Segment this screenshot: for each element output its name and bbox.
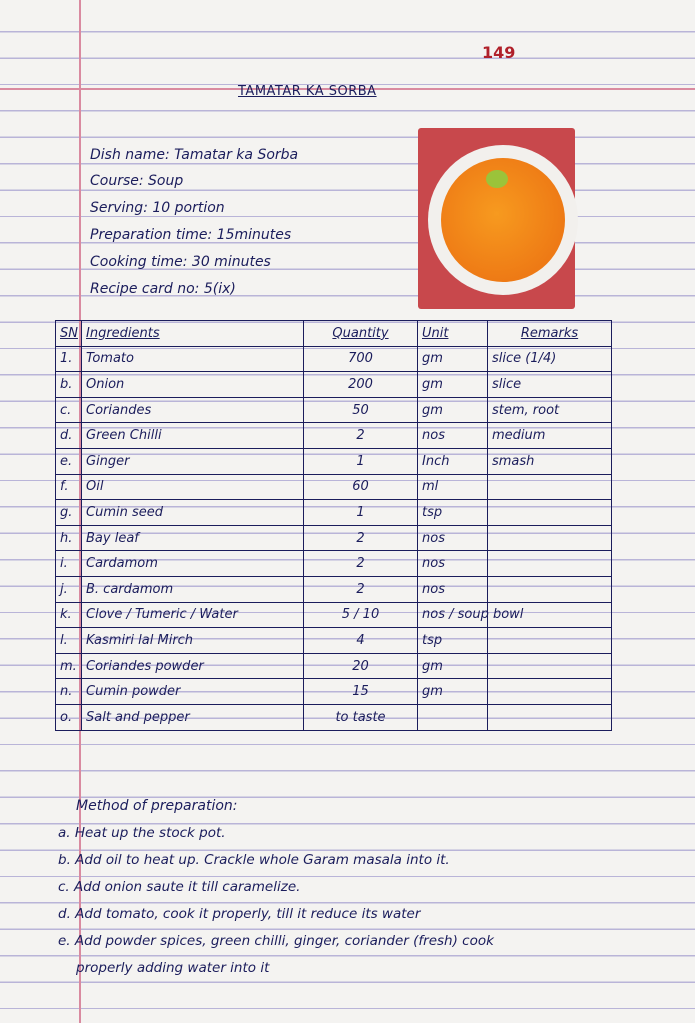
table-row bbox=[56, 397, 612, 423]
table-row bbox=[56, 679, 612, 705]
row-quantity: 2 bbox=[304, 576, 418, 602]
row-remarks bbox=[488, 500, 612, 526]
table-row bbox=[56, 346, 612, 372]
method-step: e. Add powder spices, green chilli, ginger, coriander (fresh) cook bbox=[58, 933, 494, 949]
header-quantity: Quantity bbox=[304, 321, 418, 347]
row-unit: tsp bbox=[418, 628, 488, 654]
row-sn: k. bbox=[56, 602, 82, 628]
header-ingredients: Ingredients bbox=[82, 321, 304, 347]
row-sn: g. bbox=[56, 500, 82, 526]
row-quantity: 20 bbox=[304, 653, 418, 679]
row-ingredient: Bay leaf bbox=[82, 525, 304, 551]
row-unit: nos / soup bowl bbox=[418, 602, 488, 628]
preparation-time: Preparation time: 15minutes bbox=[90, 227, 292, 243]
row-sn: b. bbox=[56, 372, 82, 398]
row-quantity: 200 bbox=[304, 372, 418, 398]
row-unit: gm bbox=[418, 679, 488, 705]
row-sn: o. bbox=[56, 704, 82, 730]
row-remarks bbox=[488, 576, 612, 602]
table-row bbox=[56, 525, 612, 551]
row-sn: 1. bbox=[56, 346, 82, 372]
row-remarks: smash bbox=[488, 448, 612, 474]
method-title: Method of preparation: bbox=[76, 798, 238, 814]
row-unit: nos bbox=[418, 551, 488, 577]
method-step: a. Heat up the stock pot. bbox=[58, 825, 226, 841]
row-ingredient: Kasmiri lal Mirch bbox=[82, 628, 304, 654]
row-quantity: 50 bbox=[304, 397, 418, 423]
row-quantity: 2 bbox=[304, 525, 418, 551]
row-unit: tsp bbox=[418, 500, 488, 526]
table-row bbox=[56, 653, 612, 679]
row-quantity: 2 bbox=[304, 423, 418, 449]
course: Course: Soup bbox=[90, 173, 184, 189]
row-ingredient: Coriandes powder bbox=[82, 653, 304, 679]
row-ingredient: Cumin powder bbox=[82, 679, 304, 705]
method-step: d. Add tomato, cook it properly, till it reduce its water bbox=[58, 906, 421, 922]
row-unit: nos bbox=[418, 525, 488, 551]
table-row bbox=[56, 423, 612, 449]
table-row bbox=[56, 372, 612, 398]
row-quantity: 5 / 10 bbox=[304, 602, 418, 628]
row-sn: n. bbox=[56, 679, 82, 705]
row-ingredient: B. cardamom bbox=[82, 576, 304, 602]
row-ingredient: Clove / Tumeric / Water bbox=[82, 602, 304, 628]
row-sn: m. bbox=[56, 653, 82, 679]
row-unit bbox=[418, 704, 488, 730]
row-quantity: 1 bbox=[304, 500, 418, 526]
method-step: properly adding water into it bbox=[76, 960, 270, 976]
dish-name: Dish name: Tamatar ka Sorba bbox=[90, 147, 299, 163]
row-sn: d. bbox=[56, 423, 82, 449]
row-remarks bbox=[488, 474, 612, 500]
row-sn: i. bbox=[56, 551, 82, 577]
row-remarks: slice bbox=[488, 372, 612, 398]
row-remarks bbox=[488, 525, 612, 551]
row-unit: gm bbox=[418, 653, 488, 679]
row-remarks bbox=[488, 628, 612, 654]
method-step: b. Add oil to heat up. Crackle whole Garam masala into it. bbox=[58, 852, 450, 868]
row-ingredient: Coriandes bbox=[82, 397, 304, 423]
table-row bbox=[56, 628, 612, 654]
table-row bbox=[56, 448, 612, 474]
header-sn: SN bbox=[56, 321, 82, 347]
row-quantity: 2 bbox=[304, 551, 418, 577]
row-ingredient: Oil bbox=[82, 474, 304, 500]
row-unit: gm bbox=[418, 346, 488, 372]
row-remarks: medium bbox=[488, 423, 612, 449]
row-remarks bbox=[488, 551, 612, 577]
soup-photo bbox=[418, 128, 575, 309]
row-sn: e. bbox=[56, 448, 82, 474]
row-quantity: 700 bbox=[304, 346, 418, 372]
row-unit: nos bbox=[418, 423, 488, 449]
table-header-row bbox=[56, 321, 612, 347]
table-row bbox=[56, 551, 612, 577]
row-ingredient: Cardamom bbox=[82, 551, 304, 577]
row-remarks bbox=[488, 704, 612, 730]
row-unit: Inch bbox=[418, 448, 488, 474]
row-sn: f. bbox=[56, 474, 82, 500]
row-ingredient: Green Chilli bbox=[82, 423, 304, 449]
method-step: c. Add onion saute it till caramelize. bbox=[58, 879, 301, 895]
cooking-time: Cooking time: 30 minutes bbox=[90, 254, 271, 270]
row-sn: h. bbox=[56, 525, 82, 551]
row-ingredient: Cumin seed bbox=[82, 500, 304, 526]
garnish bbox=[486, 170, 508, 188]
table-row bbox=[56, 704, 612, 730]
row-ingredient: Tomato bbox=[82, 346, 304, 372]
row-ingredient: Ginger bbox=[82, 448, 304, 474]
row-quantity: 4 bbox=[304, 628, 418, 654]
row-unit: gm bbox=[418, 372, 488, 398]
row-unit: gm bbox=[418, 397, 488, 423]
row-remarks: slice (1/4) bbox=[488, 346, 612, 372]
row-unit: ml bbox=[418, 474, 488, 500]
ingredients-table bbox=[55, 320, 612, 731]
header-remarks: Remarks bbox=[488, 321, 612, 347]
table-row bbox=[56, 500, 612, 526]
recipe-card-number: Recipe card no: 5(ix) bbox=[90, 281, 236, 297]
serving: Serving: 10 portion bbox=[90, 200, 225, 216]
page-number: 149 bbox=[482, 43, 516, 62]
row-ingredient: Salt and pepper bbox=[82, 704, 304, 730]
row-remarks bbox=[488, 653, 612, 679]
row-quantity: 60 bbox=[304, 474, 418, 500]
row-sn: l. bbox=[56, 628, 82, 654]
header-unit: Unit bbox=[418, 321, 488, 347]
row-quantity: 1 bbox=[304, 448, 418, 474]
table-row bbox=[56, 576, 612, 602]
row-sn: c. bbox=[56, 397, 82, 423]
recipe-title: TAMATAR KA SORBA bbox=[238, 84, 377, 99]
row-ingredient: Onion bbox=[82, 372, 304, 398]
row-remarks bbox=[488, 679, 612, 705]
table-row bbox=[56, 602, 612, 628]
row-sn: j. bbox=[56, 576, 82, 602]
row-quantity: to taste bbox=[304, 704, 418, 730]
table-row bbox=[56, 474, 612, 500]
row-unit: nos bbox=[418, 576, 488, 602]
row-remarks: stem, root bbox=[488, 397, 612, 423]
row-quantity: 15 bbox=[304, 679, 418, 705]
